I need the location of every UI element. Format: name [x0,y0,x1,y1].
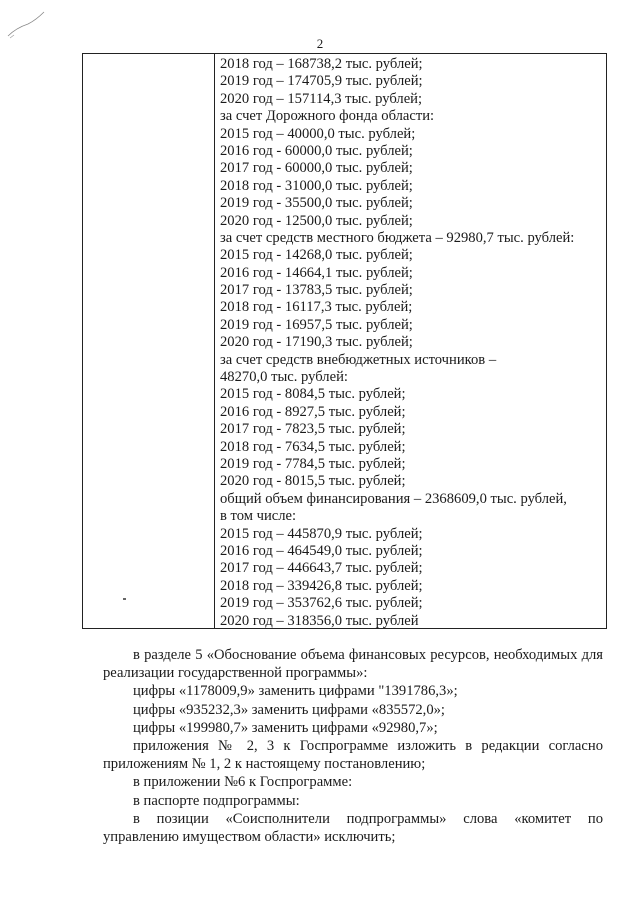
table-line: 2018 год - 7634,5 тыс. рублей; [220,438,406,455]
table-line: 2016 год – 464549,0 тыс. рублей; [220,542,423,559]
table-line: 2019 год - 35500,0 тыс. рублей; [220,195,413,212]
body-paragraph: цифры «935232,3» заменить цифрами «835572,0»; [133,701,445,718]
table-line: 2019 год - 16957,5 тыс. рублей; [220,316,413,333]
body-paragraph: в разделе 5 «Обоснование объема финансовых ресурсов, необходимых для реализации государственной программы»: [103,647,603,682]
table-line: 2017 год - 60000,0 тыс. рублей; [220,160,413,177]
table-line: в том числе: [220,508,297,525]
table-line: 48270,0 тыс. рублей: [220,369,348,386]
table-line: 2017 год - 7823,5 тыс. рублей; [220,421,406,438]
table-line: 2019 год - 7784,5 тыс. рублей; [220,455,406,472]
body-paragraph: цифры «199980,7» заменить цифрами «92980,7»; [133,719,438,736]
table-line: за счет средств внебюджетных источников – [220,351,497,368]
table-line: 2016 год - 60000,0 тыс. рублей; [220,142,413,159]
table-line: 2019 год – 174705,9 тыс. рублей; [220,73,423,90]
scan-dot [123,598,126,600]
table-line: 2016 год - 14664,1 тыс. рублей; [220,264,413,281]
body-text [103,646,603,846]
table-line: за счет средств местного бюджета – 92980,7 тыс. рублей: [220,229,575,246]
table-line: за счет Дорожного фонда области: [220,108,435,125]
table-line: 2016 год - 8927,5 тыс. рублей; [220,403,406,420]
table-line: 2020 год - 12500,0 тыс. рублей; [220,212,413,229]
body-paragraph: в приложении №6 к Госпрограмме: [133,774,353,791]
table-line: общий объем финансирования – 2368609,0 тыс. рублей, [220,490,567,507]
column-divider [214,54,215,628]
table-line: 2015 год - 14268,0 тыс. рублей; [220,247,413,264]
funding-table-text [220,56,604,630]
table-line: 2018 год – 168738,2 тыс. рублей; [220,56,423,72]
body-paragraph: цифры «1178009,9» заменить цифрами "1391786,3»; [133,683,458,700]
table-line: 2020 год - 17190,3 тыс. рублей; [220,334,413,351]
body-paragraph: приложения № 2, 3 к Госпрограмме изложить в редакции согласно приложениям № 1, 2 к настоящему постановлению; [103,738,603,773]
table-line: 2015 год - 8084,5 тыс. рублей; [220,386,406,403]
page-number: 2 [316,36,324,51]
body-paragraph: в позиции «Соисполнители подпрограммы» слова «комитет по управлению имуществом области» исключить; [103,810,603,846]
table-line: 2020 год – 157114,3 тыс. рублей; [220,90,423,107]
table-line: 2020 год – 318356,0 тыс. рублей [220,612,419,629]
table-line: 2020 год - 8015,5 тыс. рублей; [220,473,406,490]
body-paragraph: в паспорте подпрограммы: [133,792,300,809]
table-line: 2018 год - 16117,3 тыс. рублей; [220,299,413,316]
table-line: 2019 год – 353762,6 тыс. рублей; [220,595,423,612]
table-line: 2018 год - 31000,0 тыс. рублей; [220,177,413,194]
table-line: 2017 год - 13783,5 тыс. рублей; [220,282,413,299]
table-line: 2015 год – 40000,0 тыс. рублей; [220,125,416,142]
table-line: 2017 год – 446643,7 тыс. рублей; [220,560,423,577]
funding-table [82,53,607,629]
table-line: 2018 год – 339426,8 тыс. рублей; [220,577,423,594]
table-line: 2015 год – 445870,9 тыс. рублей; [220,525,423,542]
